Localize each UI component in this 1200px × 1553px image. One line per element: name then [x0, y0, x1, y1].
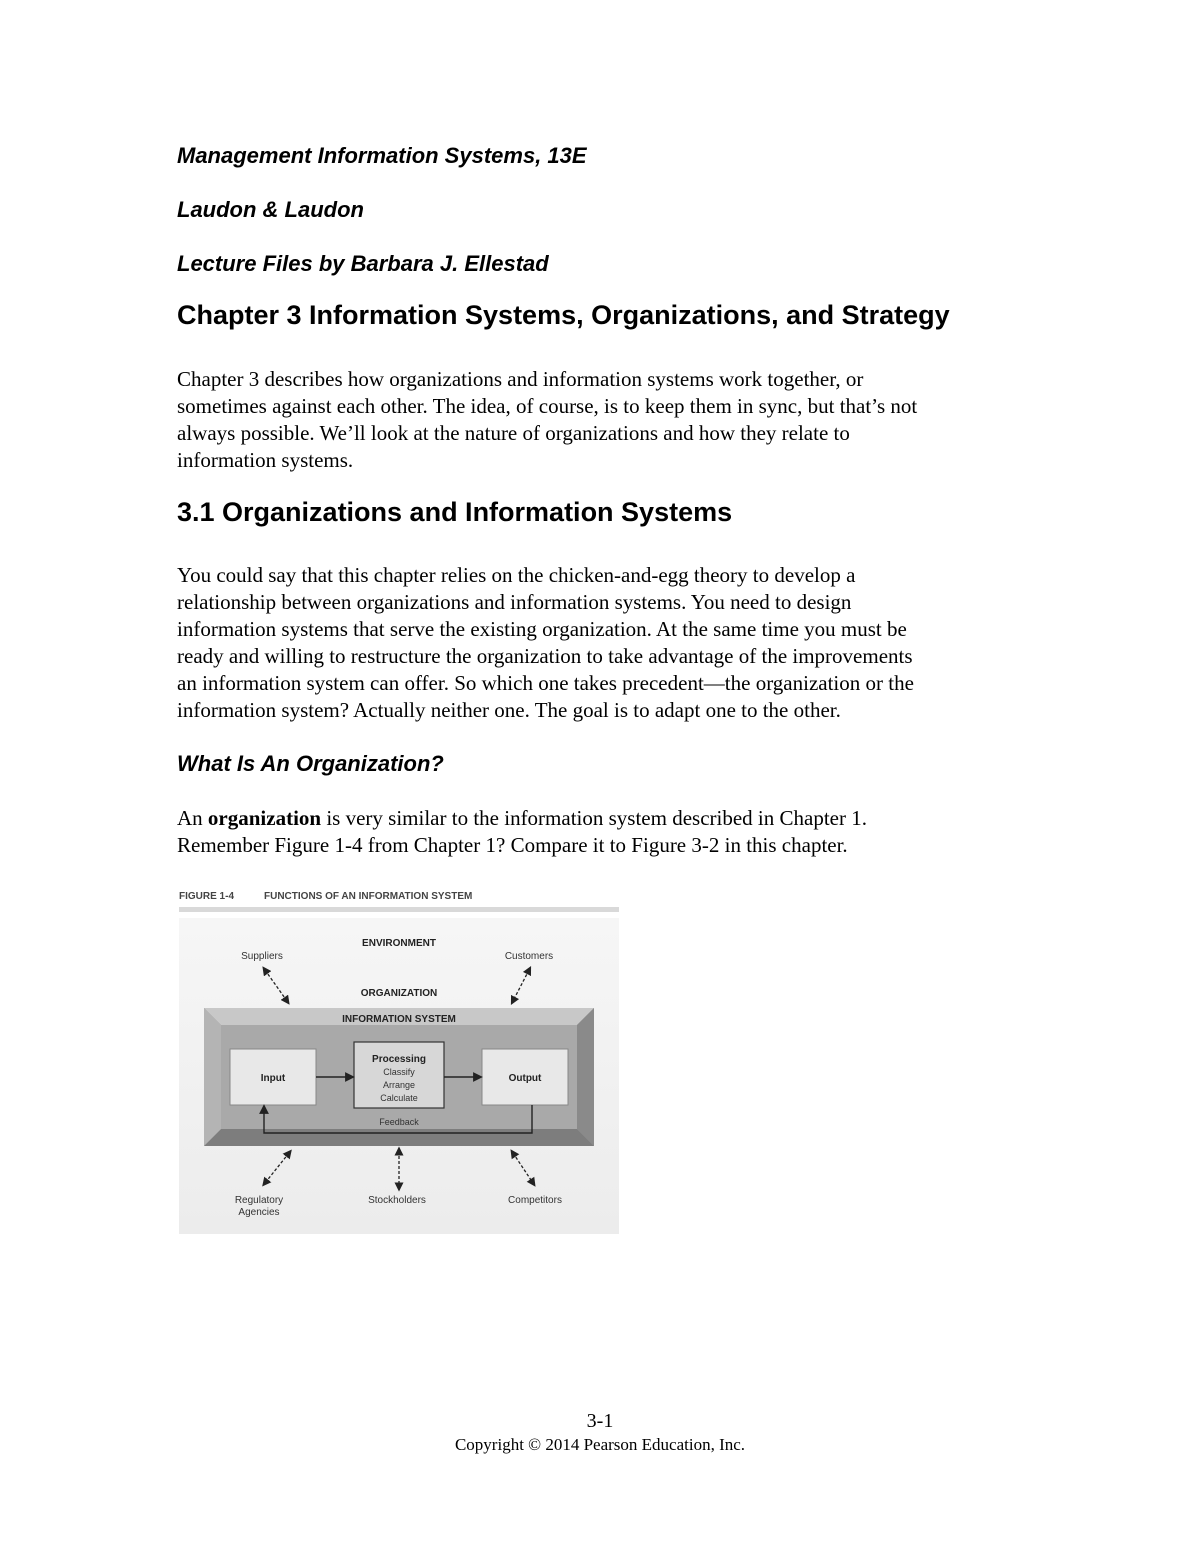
information-system-label: INFORMATION SYSTEM [342, 1014, 456, 1025]
figure-caption: FUNCTIONS OF AN INFORMATION SYSTEM [264, 891, 473, 902]
body-line: You could say that this chapter relies on the chicken-and-egg theory to develop a [177, 563, 856, 587]
bevel-right [577, 1008, 594, 1146]
line-suffix: is very similar to the information system described in Chapter 1. [321, 806, 867, 830]
subsection-body [177, 805, 1037, 859]
subsection-line-2: Remember Figure 1-4 from Chapter 1? Compare it to Figure 3-2 in this chapter. [177, 833, 848, 857]
processing-step-arrange: Arrange [382, 1080, 416, 1090]
subsection-title: What Is An Organization? [177, 751, 444, 776]
output-label: Output [508, 1073, 542, 1084]
regulatory-label-line2: Agencies [238, 1207, 280, 1218]
chapter-intro [177, 366, 1037, 474]
processing-step-calculate: Calculate [380, 1093, 418, 1103]
suppliers-label: Suppliers [241, 951, 283, 962]
body-line: information system? Actually neither one. The goal is to adapt one to the other. [177, 698, 841, 722]
organization-label: ORGANIZATION [360, 988, 438, 999]
feedback-label: Feedback [379, 1117, 419, 1127]
chapter-title: Chapter 3 Information Systems, Organizations, and Strategy [177, 300, 950, 330]
intro-line: information systems. [177, 448, 354, 472]
customers-label: Customers [504, 951, 554, 962]
intro-line: Chapter 3 describes how organizations and information systems work together, or [177, 367, 864, 391]
page-number: 3-1 [586, 1410, 614, 1432]
body-line: an information system can offer. So which one takes precedent—the organization or the [177, 671, 914, 695]
bevel-left [204, 1008, 221, 1146]
bold-term-organization: organization [207, 806, 322, 830]
bevel-bottom [204, 1129, 594, 1146]
processing-label: Processing [372, 1054, 426, 1065]
processing-step-classify: Classify [383, 1067, 415, 1077]
section-body [177, 562, 1037, 724]
body-line: ready and willing to restructure the organization to take advantage of the improvements [177, 644, 913, 668]
book-title: Management Information Systems, 13E [177, 143, 587, 168]
caption-rule [179, 907, 619, 912]
lecture-credit: Lecture Files by Barbara J. Ellestad [177, 251, 549, 276]
section-title: 3.1 Organizations and Information Systems [177, 497, 733, 527]
environment-label: ENVIRONMENT [362, 938, 436, 949]
figure-number: FIGURE 1-4 [179, 891, 235, 902]
copyright: Copyright © 2014 Pearson Education, Inc. [454, 1435, 746, 1454]
subsection-line-1 [177, 805, 1037, 832]
body-line: information systems that serve the existing organization. At the same time you must be [177, 617, 907, 641]
regulatory-label-line1: Regulatory [234, 1195, 284, 1206]
intro-line: always possible. We’ll look at the nature of organizations and how they relate to [177, 421, 850, 445]
body-line: relationship between organizations and information systems. You need to design [177, 590, 852, 614]
stockholders-label: Stockholders [368, 1195, 426, 1206]
line-prefix: An [177, 806, 208, 830]
authors: Laudon & Laudon [177, 197, 364, 222]
competitors-label: Competitors [508, 1195, 562, 1206]
intro-line: sometimes against each other. The idea, of course, is to keep them in sync, but that’s not [177, 394, 918, 418]
input-label: Input [260, 1073, 286, 1084]
figure-information-system-functions [177, 885, 621, 1237]
